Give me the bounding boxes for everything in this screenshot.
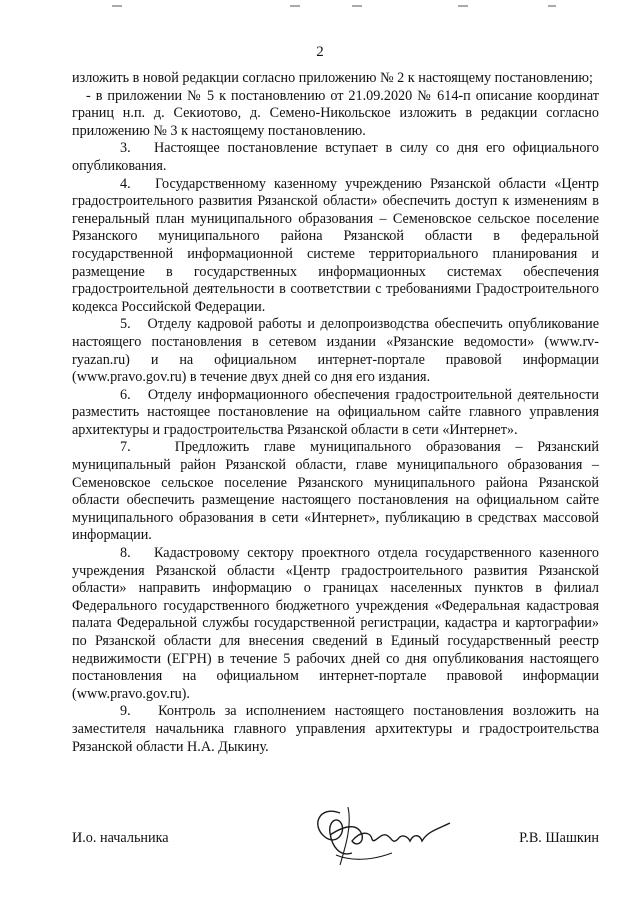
- paragraph-item-6: 6. Отделу информационного обеспечения градостроительной деятельности разместить настоящее постановление на официальном сайте главного управления архитектуры и градостроительства Рязанской области в сети «Интернет».: [72, 386, 599, 438]
- paragraph-item-5: 5. Отделу кадровой работы и делопроизводства обеспечить опубликование настоящего постановления в сетевом издании «Рязанские ведомости» (www.rv-ryazan.ru) и на официальном интернет-портале правовой информации (www.pravo.gov.ru) в течение двух дней со дня его издания.: [72, 316, 599, 386]
- paragraph-item-9: 9. Контроль за исполнением настоящего постановления возложить на заместителя начальника главного управления архитектуры и градостроительства Рязанской области Н.А. Дыкину.: [72, 703, 599, 755]
- handwritten-signature: [300, 795, 470, 875]
- page-number: 2: [316, 44, 324, 60]
- paragraph-item-3: 3. Настоящее постановление вступает в силу со дня его официального опубликования.: [72, 140, 599, 174]
- paragraph-item-7: 7. Предложить главе муниципального образования – Рязанский муниципальный район Рязанской области, главе муниципального образования – Семеновское сельское поселение Рязанского муниципального района Рязанской области обеспечить размещение настоящего постановления на официальном сайте муниципального образования в сети «Интернет», публикацию в средствах массовой информации.: [72, 439, 599, 544]
- paragraph-item-8: 8. Кадастровому сектору проектного отдела государственного казенного учреждения Рязанской области «Центр градостроительного развития Рязанской области» направить информацию о границах населенных пунктов в филиал Федерального государственного бюджетного учреждения «Федеральная кадастровая палата Федеральной службы государственной регистрации, кадастра и картографии» по Рязанской области для внесения сведений в Единый государственный реестр недвижимости (ЕГРН) в течение 5 рабочих дней со дня опубликования настоящего постановления на официальном интернет-портале правовой информации (www.pravo.gov.ru).: [72, 545, 599, 702]
- paragraph: - в приложении № 5 к постановлению от 21.09.2020 № 614-п описание координат границ н.п. д. Секиотово, д. Семено-Никольское изложить в редакции согласно приложению № 3 к настоящему постановлению.: [72, 87, 599, 139]
- signatory-name: Р.В. Шашкин: [519, 830, 599, 846]
- paragraph-item-4: 4. Государственному казенному учреждению Рязанской области «Центр градостроительного развития Рязанской области» обеспечить доступ к изменениям в генеральный план муниципального образования – Семеновское сельское поселение Рязанского муниципального района Рязанской области в федеральной государственной информационной системе территориального планирования и размещение в государственных информационных системах обеспечения градостроительной деятельности в соответствии с требованиями Градостроительного кодекса Российской Федерации.: [72, 175, 599, 315]
- signatory-title: И.о. начальника: [72, 830, 169, 846]
- scan-edge-marks: [0, 0, 640, 14]
- document-body: [72, 70, 599, 756]
- paragraph: изложить в новой редакции согласно приложению № 2 к настоящему постановлению;: [72, 70, 593, 86]
